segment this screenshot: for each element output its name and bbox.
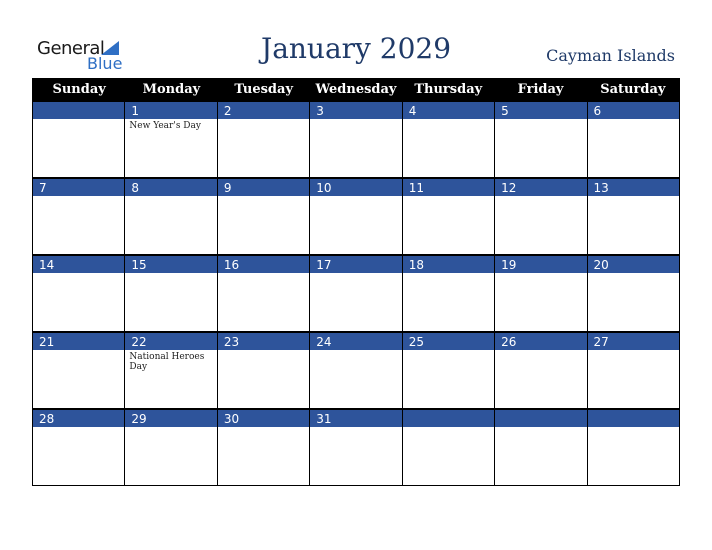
day-cell bbox=[310, 101, 402, 178]
day-cell bbox=[218, 332, 310, 409]
week-row bbox=[32, 101, 680, 178]
day-number: 24 bbox=[310, 332, 401, 350]
day-number: 7 bbox=[33, 178, 124, 196]
day-number bbox=[403, 409, 494, 427]
weeks-container bbox=[32, 101, 680, 486]
day-number: 22 bbox=[125, 332, 216, 350]
day-number: 4 bbox=[403, 101, 494, 119]
weekday-header-row bbox=[32, 78, 680, 101]
day-cell bbox=[403, 409, 495, 486]
day-cell bbox=[33, 178, 125, 255]
weekday-header: Monday bbox=[142, 82, 201, 97]
weekday-header: Sunday bbox=[52, 82, 106, 97]
day-number: 29 bbox=[125, 409, 216, 427]
day-number: 13 bbox=[588, 178, 679, 196]
day-number: 11 bbox=[403, 178, 494, 196]
day-number: 16 bbox=[218, 255, 309, 273]
day-number: 21 bbox=[33, 332, 124, 350]
day-cell bbox=[495, 332, 587, 409]
day-number: 23 bbox=[218, 332, 309, 350]
week-row bbox=[32, 409, 680, 486]
day-number: 6 bbox=[588, 101, 679, 119]
day-number bbox=[588, 409, 679, 427]
day-cell bbox=[125, 255, 217, 332]
day-cell bbox=[588, 101, 680, 178]
day-cell bbox=[33, 101, 125, 178]
day-number: 20 bbox=[588, 255, 679, 273]
day-number: 3 bbox=[310, 101, 401, 119]
weekday-header: Tuesday bbox=[234, 82, 293, 97]
day-cell bbox=[588, 409, 680, 486]
day-cell bbox=[310, 409, 402, 486]
day-cell bbox=[125, 332, 217, 409]
day-cell bbox=[495, 255, 587, 332]
day-number: 12 bbox=[495, 178, 586, 196]
day-number: 18 bbox=[403, 255, 494, 273]
week-row bbox=[32, 255, 680, 332]
day-cell bbox=[125, 178, 217, 255]
day-number bbox=[33, 101, 124, 119]
country-name: Cayman Islands bbox=[546, 46, 675, 65]
day-number: 1 bbox=[125, 101, 216, 119]
day-cell bbox=[125, 101, 217, 178]
day-number: 31 bbox=[310, 409, 401, 427]
day-cell bbox=[33, 255, 125, 332]
day-number: 2 bbox=[218, 101, 309, 119]
day-cell bbox=[218, 101, 310, 178]
logo-general-text: General bbox=[37, 38, 105, 59]
day-number: 8 bbox=[125, 178, 216, 196]
weekday-header: Wednesday bbox=[315, 82, 397, 97]
day-number: 14 bbox=[33, 255, 124, 273]
week-row bbox=[32, 178, 680, 255]
day-cell bbox=[125, 409, 217, 486]
day-number: 28 bbox=[33, 409, 124, 427]
calendar-title: January 2029 bbox=[260, 32, 452, 65]
weekday-header: Friday bbox=[517, 82, 564, 97]
day-cell bbox=[495, 101, 587, 178]
day-cell bbox=[403, 332, 495, 409]
weekday-header: Thursday bbox=[414, 82, 483, 97]
day-cell bbox=[588, 332, 680, 409]
day-number: 25 bbox=[403, 332, 494, 350]
calendar-grid bbox=[32, 78, 680, 486]
day-cell bbox=[588, 255, 680, 332]
day-number: 27 bbox=[588, 332, 679, 350]
day-cell bbox=[310, 332, 402, 409]
day-cell bbox=[403, 178, 495, 255]
weekday-header: Saturday bbox=[600, 82, 666, 97]
day-cell bbox=[218, 178, 310, 255]
week-row bbox=[32, 332, 680, 409]
day-number: 26 bbox=[495, 332, 586, 350]
day-cell bbox=[310, 178, 402, 255]
day-cell bbox=[33, 409, 125, 486]
day-cell bbox=[588, 178, 680, 255]
day-cell bbox=[218, 255, 310, 332]
day-cell bbox=[310, 255, 402, 332]
day-cell bbox=[218, 409, 310, 486]
day-number: 10 bbox=[310, 178, 401, 196]
day-number: 30 bbox=[218, 409, 309, 427]
day-number: 5 bbox=[495, 101, 586, 119]
day-cell bbox=[403, 255, 495, 332]
holiday-label: New Year's Day bbox=[129, 121, 201, 131]
day-number bbox=[495, 409, 586, 427]
day-number: 17 bbox=[310, 255, 401, 273]
day-cell bbox=[495, 178, 587, 255]
day-number: 19 bbox=[495, 255, 586, 273]
day-number: 15 bbox=[125, 255, 216, 273]
day-cell bbox=[33, 332, 125, 409]
day-number: 9 bbox=[218, 178, 309, 196]
day-cell bbox=[403, 101, 495, 178]
day-cell bbox=[495, 409, 587, 486]
logo-blue-text: Blue bbox=[87, 54, 123, 73]
holiday-label: National Heroes Day bbox=[129, 352, 205, 372]
